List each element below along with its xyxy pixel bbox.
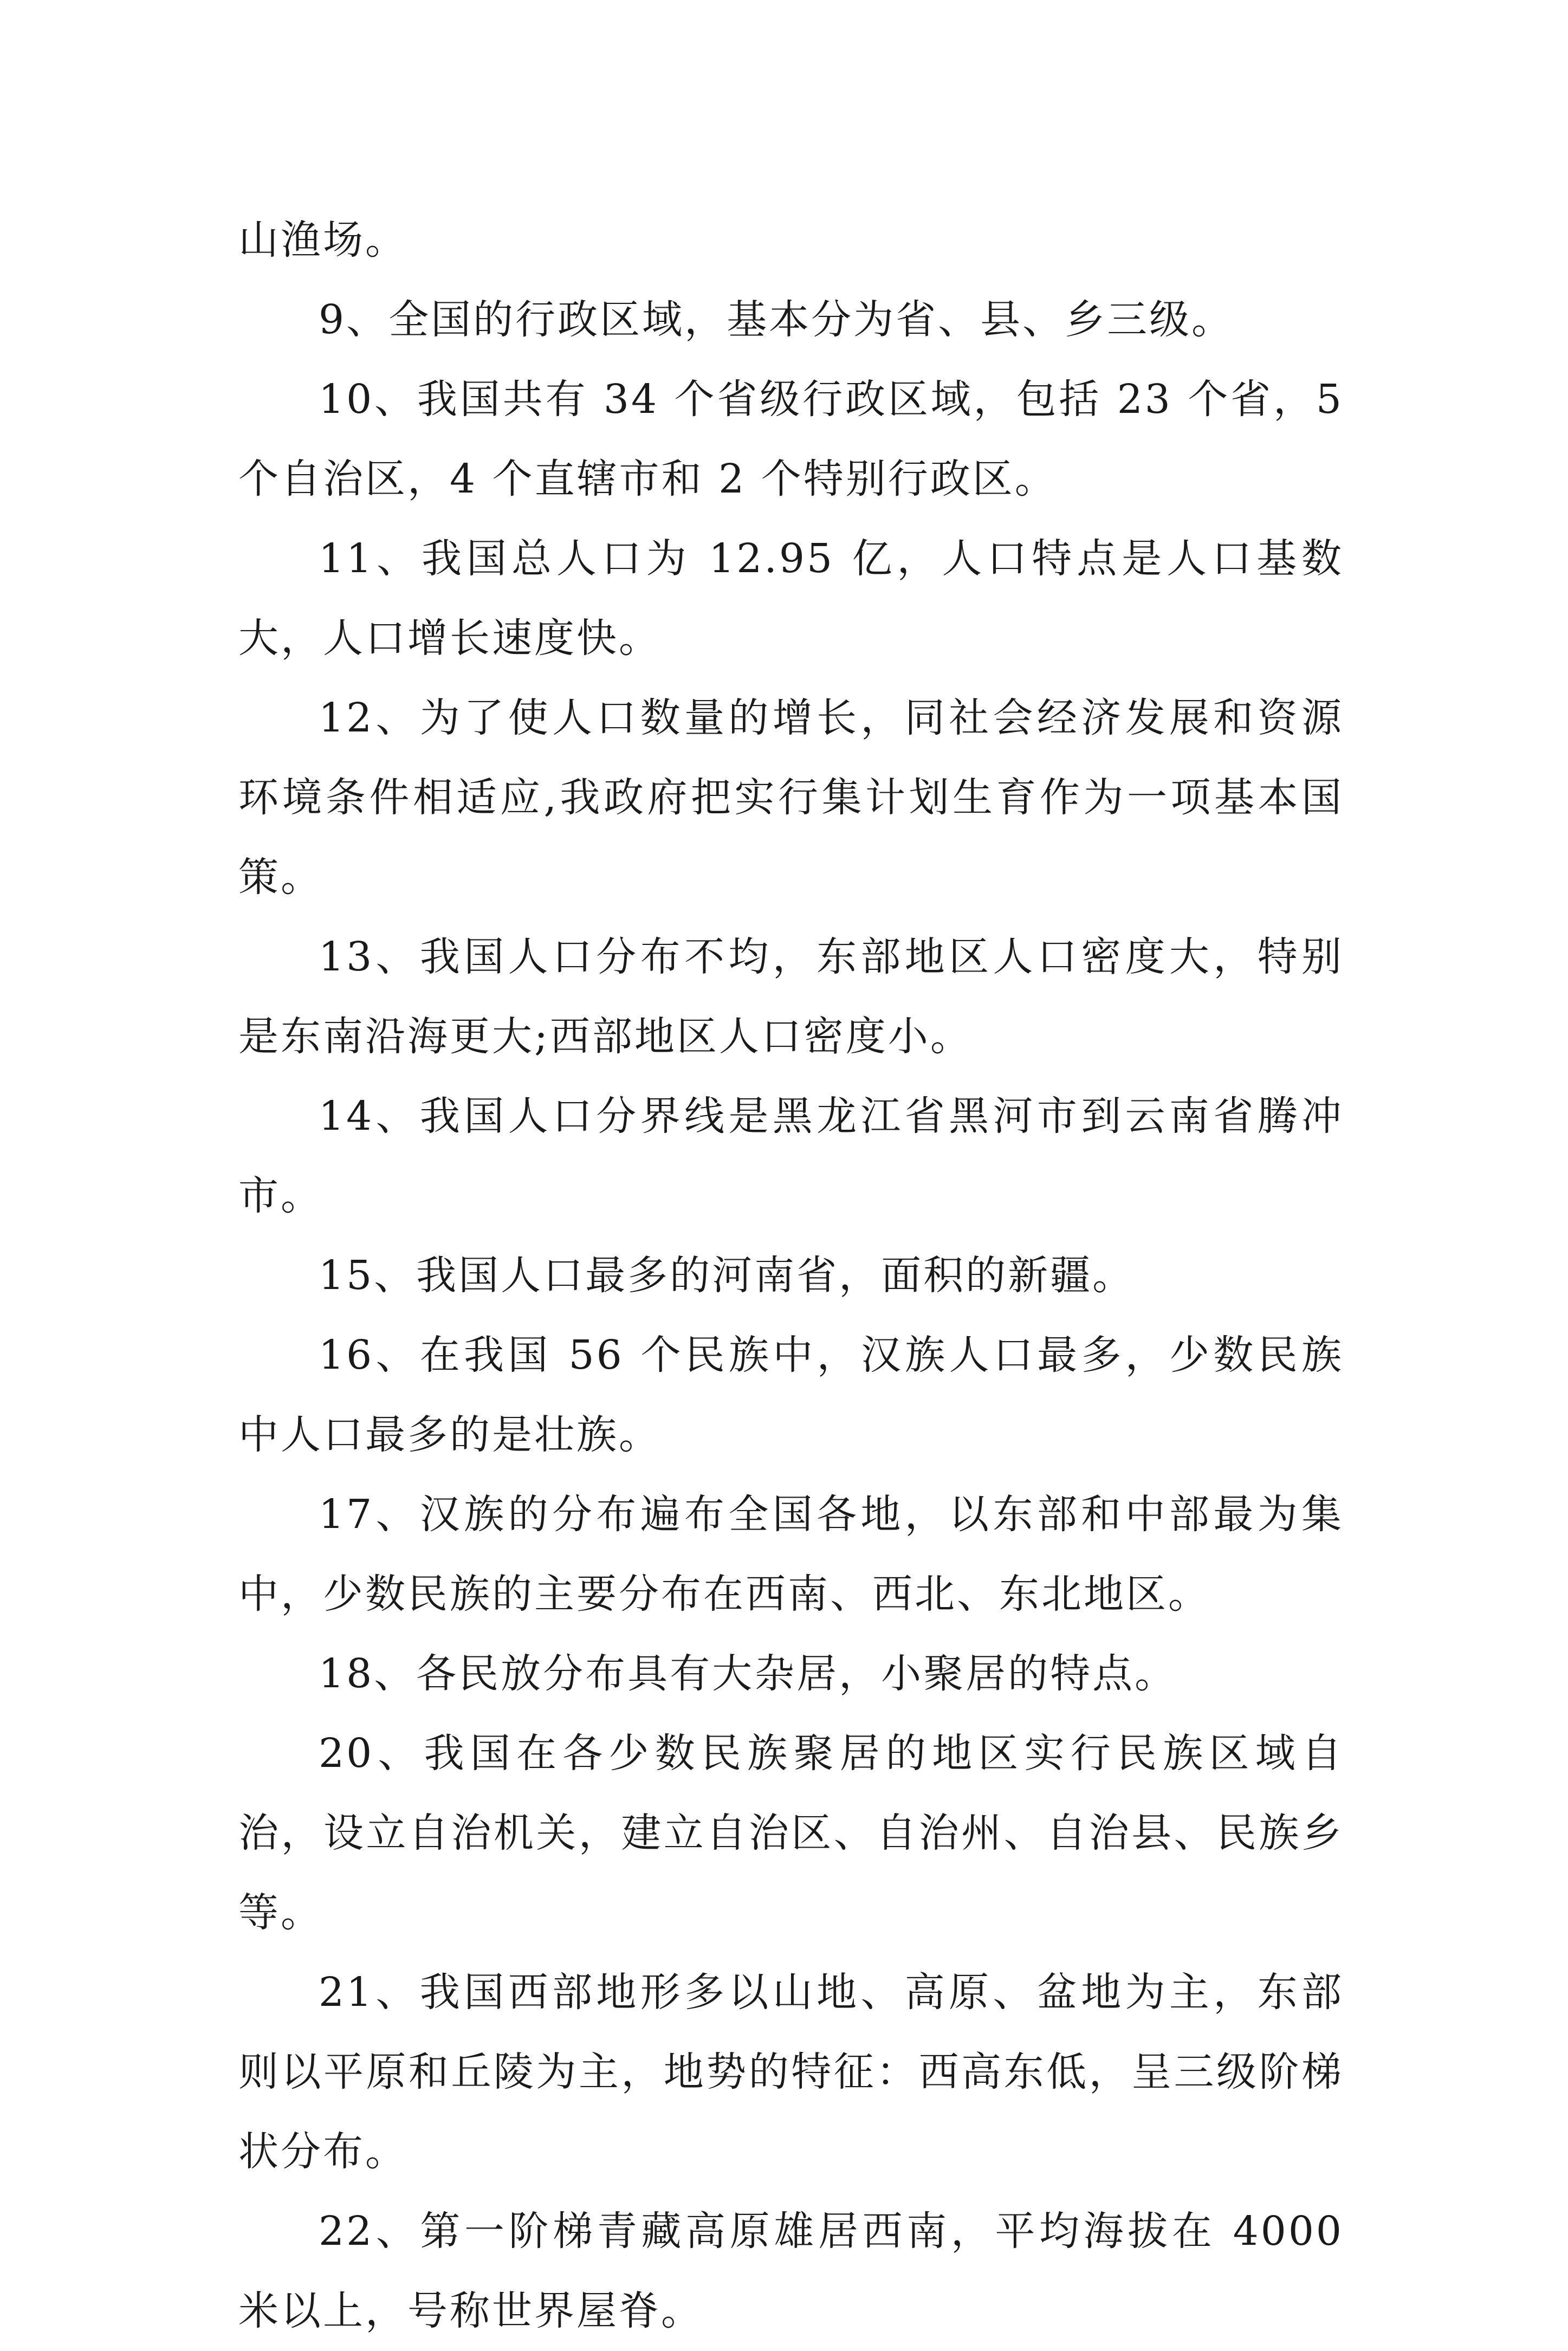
paragraph-9: 9、全国的行政区域，基本分为省、县、乡三级。	[319, 296, 1234, 343]
paragraph-12: 12、为了使人口数量的增长，同社会经济发展和资源环境条件相适应,我政府把实行集计划生育作为一项基本国策。	[238, 695, 1344, 901]
paragraph-16: 16、在我国 56 个民族中，汉族人口最多，少数民族中人口最多的是壮族。	[238, 1332, 1344, 1458]
paragraph-22: 22、第一阶梯青藏高原雄居西南，平均海拔在 4000 米以上，号称世界屋脊。	[238, 2208, 1344, 2334]
paragraph-10: 10、我国共有 34 个省级行政区域，包括 23 个省，5 个自治区，4 个直辖市和 2 个特别行政区。	[238, 376, 1344, 502]
paragraph-17: 17、汉族的分布遍布全国各地，以东部和中部最为集中，少数民族的主要分布在西南、西北、东北地区。	[238, 1491, 1344, 1617]
document-body	[238, 200, 1344, 2351]
paragraph-21: 21、我国西部地形多以山地、高原、盆地为主，东部则以平原和丘陵为主，地势的特征：西高东低，呈三级阶梯状分布。	[238, 1969, 1344, 2175]
paragraph-18: 18、各民放分布具有大杂居，小聚居的特点。	[319, 1650, 1177, 1697]
paragraph-20: 20、我国在各少数民族聚居的地区实行民族区域自治，设立自治机关，建立自治区、自治州、自治县、民族乡等。	[238, 1730, 1344, 1936]
paragraph-14: 14、我国人口分界线是黑龙江省黑河市到云南省腾冲市。	[238, 1093, 1344, 1219]
paragraph-11: 11、我国总人口为 12.95 亿，人口特点是人口基数大，人口增长速度快。	[238, 535, 1344, 662]
paragraph-continuation: 山渔场。	[238, 217, 407, 263]
paragraph-15: 15、我国人口最多的河南省，面积的新疆。	[319, 1252, 1135, 1299]
paragraph-13: 13、我国人口分布不均，东部地区人口密度大，特别是东南沿海更大;西部地区人口密度小。	[238, 934, 1344, 1060]
